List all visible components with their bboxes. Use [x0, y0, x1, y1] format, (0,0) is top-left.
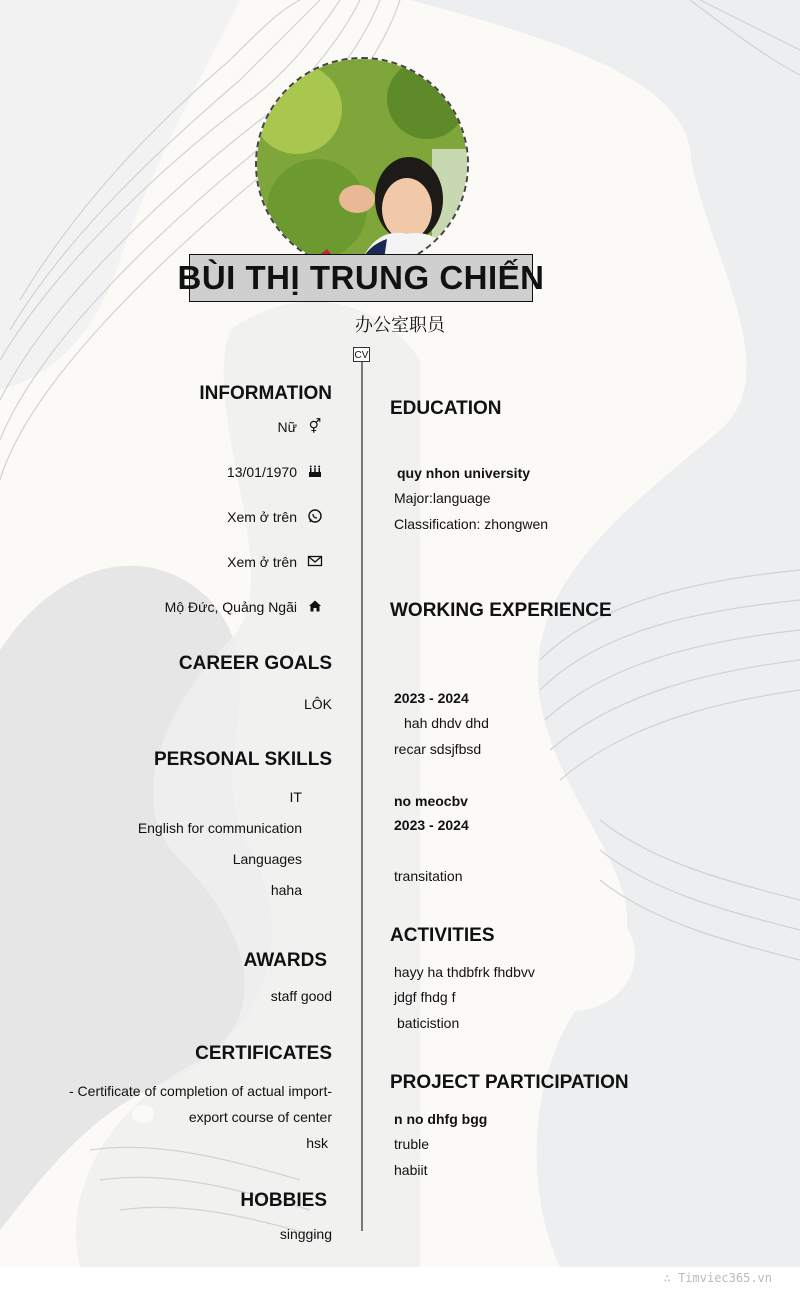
certificate-line: - Certificate of completion of actual import-: [69, 1083, 332, 1099]
birthday-cake-icon: [307, 463, 323, 479]
birthday-value: 13/01/1970: [226, 464, 297, 480]
job-company: hah dhdv dhd: [404, 715, 489, 731]
project-name: n no dhfg bgg: [394, 1111, 488, 1127]
gender-icon: ⚥: [308, 418, 322, 434]
name-banner: [177, 254, 545, 302]
candidate-name: BÙI THỊ TRUNG CHIẾN: [177, 259, 545, 296]
career-goals-text: LÔK: [303, 696, 332, 712]
certificate-line: hsk: [306, 1135, 328, 1151]
cv-tag: CV: [353, 347, 370, 362]
hobbies-text: singging: [279, 1226, 332, 1242]
skill-item: English for communication: [137, 820, 302, 836]
phone-value: Xem ở trên: [227, 509, 297, 525]
career-goals-heading: CAREER GOALS: [178, 653, 332, 674]
job-description: recar sdsjfbsd: [394, 741, 482, 757]
gender-value: Nữ: [277, 419, 297, 435]
certificates-heading: CERTIFICATES: [195, 1043, 332, 1064]
profile-photo: [255, 57, 469, 271]
awards-heading: AWARDS: [243, 950, 327, 971]
experience-heading: WORKING EXPERIENCE: [390, 600, 612, 621]
whatsapp-phone-icon: [307, 508, 323, 524]
job-description: transitation: [394, 868, 463, 884]
activity-line: hayy ha thdbfrk fhdbvv: [394, 964, 535, 980]
activity-line: jdgf fhdg f: [394, 989, 456, 1005]
project-line: truble: [394, 1136, 430, 1152]
activity-line: baticistion: [397, 1015, 460, 1031]
envelope-icon: [307, 553, 323, 569]
education-heading: EDUCATION: [390, 398, 502, 419]
watermark: ∴ Timviec365.vn: [663, 1271, 772, 1285]
job-company: no meocbv: [394, 793, 468, 809]
information-heading: INFORMATION: [199, 383, 332, 404]
home-icon: [307, 598, 323, 614]
project-line: habiit: [394, 1162, 428, 1178]
certificate-line: export course of center: [188, 1109, 332, 1125]
job-period: 2023 - 2024: [394, 817, 469, 833]
job-title: 办公室职员: [355, 315, 445, 335]
skill-item: Languages: [232, 851, 302, 867]
activities-heading: ACTIVITIES: [390, 925, 495, 946]
email-value: Xem ở trên: [227, 554, 297, 570]
center-divider: [361, 362, 363, 1231]
personal-skills-heading: PERSONAL SKILLS: [153, 749, 332, 770]
education-school: quy nhon university: [397, 465, 531, 481]
job-period: 2023 - 2024: [394, 690, 469, 706]
hobbies-heading: HOBBIES: [240, 1190, 327, 1211]
education-major: Major:language: [394, 490, 491, 506]
projects-heading: PROJECT PARTICIPATION: [390, 1072, 629, 1093]
address-value: Mộ Đức, Quảng Ngãi: [164, 599, 297, 615]
skill-item: IT: [289, 789, 302, 805]
awards-text: staff good: [270, 988, 332, 1004]
education-classification: Classification: zhongwen: [394, 516, 549, 532]
skill-item: haha: [270, 882, 302, 898]
